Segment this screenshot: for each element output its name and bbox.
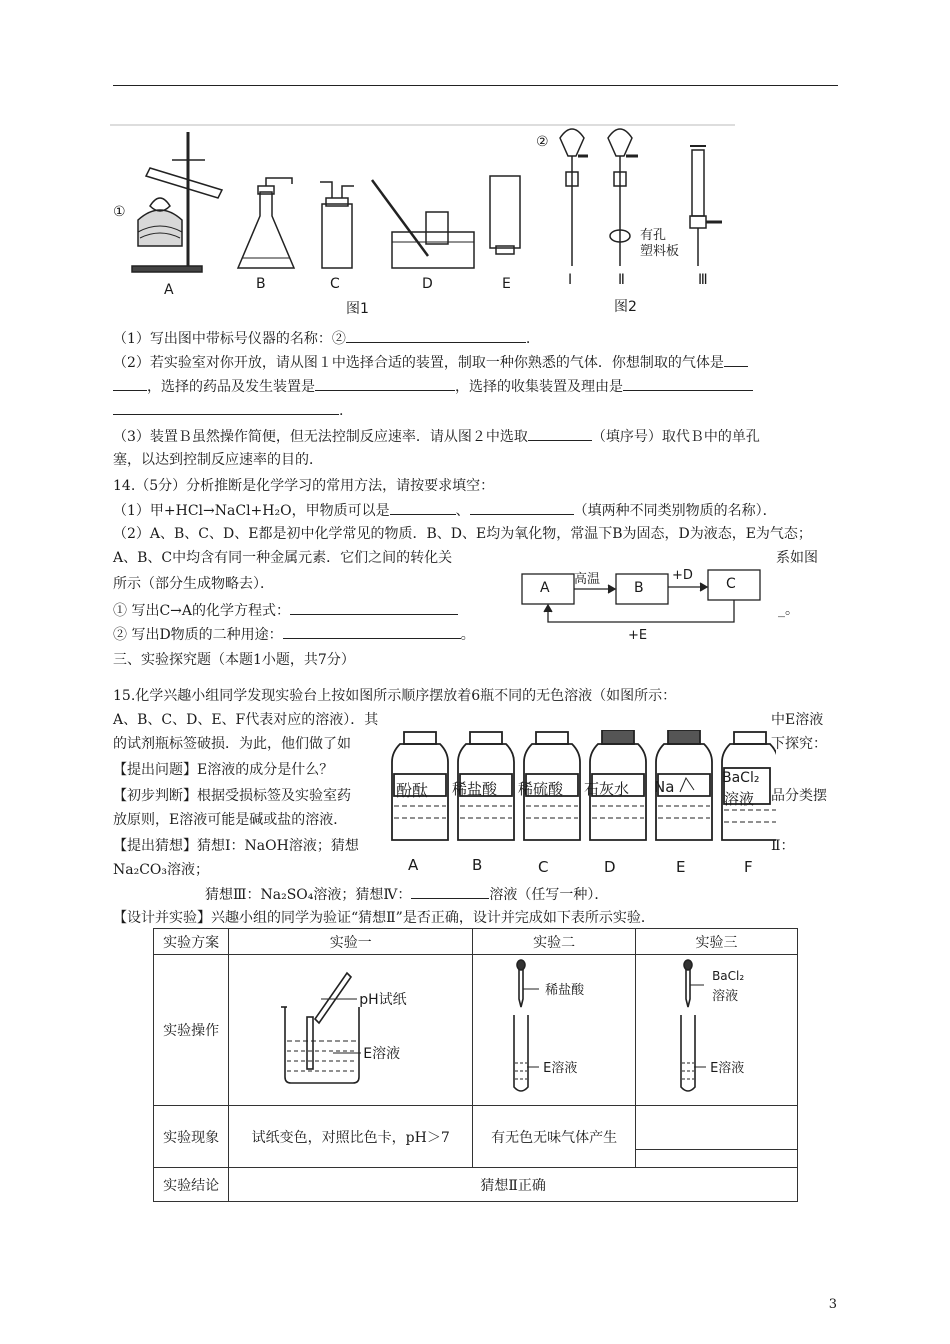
exp2-phenomenon: 有无色无味气体产生 <box>473 1106 636 1168</box>
marker-1: ① <box>113 204 126 220</box>
q15-p8: Na₂CO₃溶液； <box>113 862 210 878</box>
box-a-label: A <box>540 580 550 596</box>
exp3-solution-label: E溶液 <box>710 1061 745 1076</box>
q13-part3: （3）装置Ｂ虽然操作简便，但无法控制反应速率．请从图２中选取 （填序号）取代Ｂ中的单孔 <box>113 426 760 447</box>
exp1-operation <box>229 955 473 1106</box>
q15-p3: 的试剂瓶标签破损．为此，他们做了如 <box>113 736 351 752</box>
experiment-table <box>153 928 798 1202</box>
exp3-phenomenon <box>636 1106 798 1168</box>
bottle-d-letter: D <box>604 858 616 876</box>
label-c: C <box>330 276 340 292</box>
row-phenomenon-label: 实验现象 <box>154 1106 229 1168</box>
q15-p4: 【提出问题】E溶液的成分是什么？ <box>113 762 334 778</box>
header-rule <box>113 85 838 86</box>
exp2-solution-label: E溶液 <box>543 1061 578 1076</box>
bottle-b-letter: B <box>472 856 483 874</box>
label-a: A <box>164 282 174 298</box>
table-row <box>154 1106 798 1168</box>
q15-p2: A、B、C、D、E、F代表对应的溶液）．其 <box>113 712 379 728</box>
header-scheme: 实验方案 <box>154 929 229 955</box>
q15-p1: 15.化学兴趣小组同学发现实验台上按如图所示顺序摆放着6瓶不同的无色溶液（如图所示： <box>113 688 677 704</box>
bottle-a-label: 酚酞 <box>396 781 429 800</box>
header-exp3: 实验三 <box>636 929 798 955</box>
label-d: D <box>422 276 433 292</box>
exp3-phenomenon-blank <box>636 1124 797 1150</box>
arrow-ca-label: +E <box>628 628 648 643</box>
plate-label-1: 有孔 <box>640 228 667 243</box>
bottle-a-letter: A <box>408 856 419 874</box>
q15-p5-b: 品分类摆 <box>771 788 827 804</box>
exp1-phenomenon: 试纸变色，对照比色卡，pH＞7 <box>229 1106 473 1168</box>
arrow-bc-label: +D <box>672 568 693 583</box>
q13-part3-cont: 塞，以达到控制反应速率的目的． <box>113 452 323 468</box>
exp3-reagent-label-1: BaCl₂ <box>712 969 745 983</box>
bottle-b-label: 稀盐酸 <box>452 780 498 798</box>
q14-part2: （2）A、B、C、D、E都是初中化学常见的物质．B、D、E均为氧化物，常温下B为固态，D为液态，E为气态； <box>113 526 812 542</box>
section-3-heading: 三、实验探究题（本题1小题，共7分） <box>113 652 355 668</box>
page-number: 3 <box>828 1297 837 1312</box>
exp1-solution-label: E溶液 <box>363 1046 401 1062</box>
bottle-d-label: 石灰水 <box>584 780 630 798</box>
q15-p5: 【初步判断】根据受损标签及实验室药 <box>113 788 351 804</box>
q14-q1: ① 写出C→A的化学方程式： <box>113 600 458 621</box>
header-exp2: 实验二 <box>473 929 636 955</box>
q15-p2-b: 中E溶液 <box>771 712 824 728</box>
bottle-f-letter: F <box>744 858 753 876</box>
bottle-c-label: 稀硫酸 <box>518 780 564 798</box>
label-ii: Ⅱ <box>618 272 625 288</box>
reagent-bottles <box>386 730 776 850</box>
box-b-label: B <box>634 580 644 596</box>
q15-p3-b: 下探究： <box>771 736 827 752</box>
q13-part2-end: . <box>113 400 343 421</box>
q13-part2-cont: ，选择的药品及发生装置是 ，选择的收集装置及理由是 <box>113 376 753 397</box>
apparatus-d <box>372 180 474 268</box>
q15-p10: 【设计并实验】兴趣小组的同学为验证“猜想Ⅱ”是否正确，设计并完成如下表所示实验． <box>113 910 655 926</box>
apparatus-e <box>490 176 520 254</box>
conclusion-cell: 猜想Ⅱ正确 <box>229 1168 798 1202</box>
row-operation-label: 实验操作 <box>154 955 229 1106</box>
q15-p9: 猜想Ⅲ：Na₂SO₄溶液；猜想Ⅳ： 溶液（任写一种）． <box>205 884 608 905</box>
bottle-f-label: BaCl₂ <box>722 770 760 786</box>
q14-part2-b-end: 系如图 <box>776 550 818 566</box>
q15-p6: 放原则，E溶液可能是碱或盐的溶液． <box>113 812 348 828</box>
table-row <box>154 955 798 1106</box>
label-e: E <box>502 276 511 292</box>
exp2-reagent-label: 稀盐酸 <box>545 983 585 998</box>
q15-p7-b: Ⅱ： <box>771 838 795 854</box>
apparatus-c <box>320 182 354 268</box>
q14-part2-c: 所示（部分生成物略去）． <box>113 576 274 592</box>
dropper-tube-drawing <box>473 955 633 1101</box>
plate-label-2: 塑料板 <box>640 244 680 259</box>
apparatus-a <box>132 132 222 272</box>
apparatus-b <box>238 178 294 268</box>
apparatus-i <box>560 129 588 266</box>
q14-q2: ② 写出D物质的二种用途： 。 <box>113 624 475 645</box>
ph-paper-label: pH试纸 <box>359 992 407 1008</box>
figure-2-caption: 图2 <box>614 299 637 315</box>
row-conclusion-label: 实验结论 <box>154 1168 229 1202</box>
arrow-ab-label: 高温 <box>574 572 601 587</box>
exp3-reagent-label-2: 溶液 <box>712 989 739 1004</box>
q13-part1: （1）写出图中带标号仪器的名称：② . <box>113 328 530 349</box>
table-row <box>154 929 798 955</box>
bottle-e-label: Na <box>654 778 675 796</box>
exp2-operation <box>473 955 636 1106</box>
label-iii: Ⅲ <box>698 272 708 288</box>
q14-q1-end: _。 <box>778 602 799 618</box>
bottle-e-letter: E <box>676 858 686 876</box>
label-b: B <box>256 276 266 292</box>
beaker-drawing <box>229 955 470 1101</box>
q14-part2-b: A、B、C中均含有同一种金属元素．它们之间的转化关 <box>113 550 453 566</box>
box-c-label: C <box>726 576 736 592</box>
q15-p7: 【提出猜想】猜想Ⅰ：NaOH溶液；猜想 <box>113 838 359 854</box>
apparatus-iii <box>690 146 722 266</box>
bottle-c-letter: C <box>538 858 549 876</box>
bottle-f-label-2: 溶液 <box>724 790 755 808</box>
q13-part2: （2）若实验室对你开放，请从图１中选择合适的装置，制取一种你熟悉的气体．你想制取的气体是 <box>113 352 748 373</box>
exp3-operation <box>636 955 798 1106</box>
header-exp1: 实验一 <box>229 929 473 955</box>
figure-1-caption: 图1 <box>346 301 369 317</box>
label-i: Ⅰ <box>568 272 573 288</box>
apparatus-ii <box>608 129 638 266</box>
q14-head: 14.（5分）分析推断是化学学习的常用方法，请按要求填空： <box>113 478 495 494</box>
q14-part1: （1）甲+HCl→NaCl+H₂O，甲物质可以是 、 （填两种不同类别物质的名称）． <box>113 500 777 521</box>
bottle-f <box>722 732 776 840</box>
table-row <box>154 1168 798 1202</box>
marker-2: ② <box>536 134 549 150</box>
